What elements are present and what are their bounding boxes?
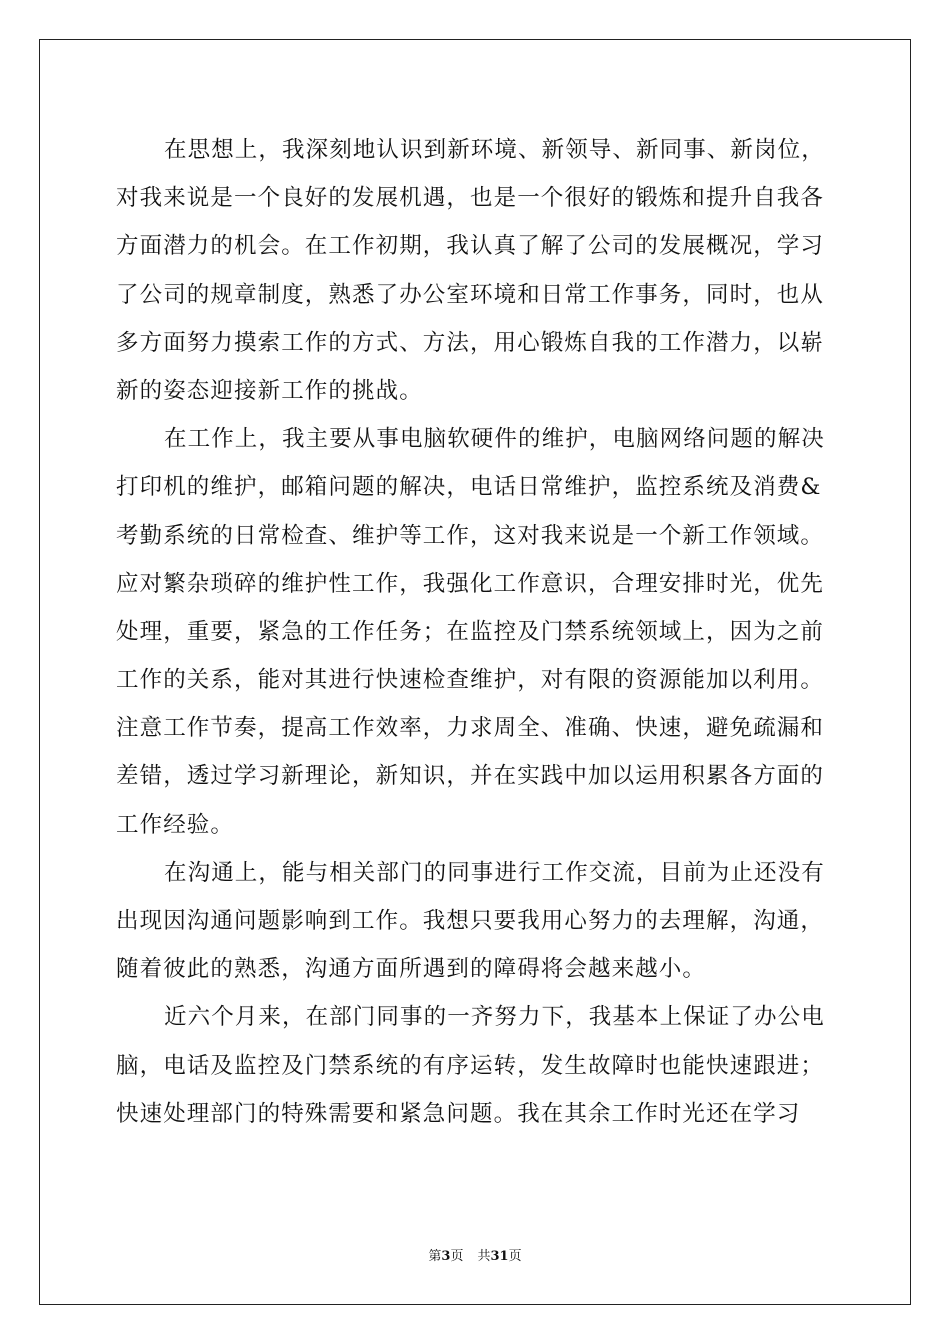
text-line: 在思想上，我深刻地认识到新环境、新领导、新同事、新岗位， (164, 137, 825, 163)
text-line: 应对繁杂琐碎的维护性工作，我强化工作意识，合理安排时光，优先 (116, 570, 825, 597)
text-line: 工作经验。 (116, 811, 235, 838)
text-line: 在沟通上，能与相关部门的同事进行工作交流，目前为止还没有 (164, 859, 825, 886)
page-number: 3 (441, 1249, 451, 1264)
text-line: 注意工作节奏，提高工作效率，力求周全、准确、快速，避免疏漏和 (116, 715, 825, 742)
text-line: 差错，透过学习新理论，新知识，并在实践中加以运用积累各方面的 (116, 763, 825, 790)
text-line: 了公司的规章制度，熟悉了办公室环境和日常工作事务，同时，也从 (116, 281, 825, 308)
text-line: 在工作上，我主要从事电脑软硬件的维护，电脑网络问题的解决 (164, 426, 825, 453)
text-line: 对我来说是一个良好的发展机遇，也是一个很好的锻炼和提升自我各 (116, 185, 825, 212)
text-line: 打印机的维护，邮箱问题的解决，电话日常维护，监控系统及消费& (116, 474, 822, 501)
text-line: 出现因沟通问题影响到工作。我想只要我用心努力的去理解，沟通， (116, 908, 825, 934)
text-line: 多方面努力摸索工作的方式、方法，用心锻炼自我的工作潜力，以崭 (116, 329, 825, 356)
total-prefix: 共 (477, 1249, 491, 1264)
page-footer (0, 1245, 950, 1264)
text-line: 新的姿态迎接新工作的挑战。 (116, 377, 423, 404)
page-suffix: 页 (450, 1249, 464, 1264)
text-line: 考勤系统的日常检查、维护等工作，这对我来说是一个新工作领域。 (116, 522, 825, 549)
text-line: 快速处理部门的特殊需要和紧急问题。我在其余工作时光还在学习 (116, 1100, 801, 1127)
text-line: 近六个月来，在部门同事的一齐努力下，我基本上保证了办公电 (164, 1004, 825, 1031)
text-line: 工作的关系，能对其进行快速检查维护，对有限的资源能加以利用。 (116, 667, 825, 694)
total-pages: 31 (490, 1249, 509, 1264)
total-suffix: 页 (508, 1249, 522, 1264)
text-line: 脑，电话及监控及门禁系统的有序运转，发生故障时也能快速跟进； (116, 1052, 825, 1079)
page-prefix: 第 (428, 1249, 442, 1264)
text-line: 处理，重要，紧急的工作任务；在监控及门禁系统领域上，因为之前 (116, 618, 825, 645)
document-body (116, 126, 834, 1138)
text-line: 随着彼此的熟悉，沟通方面所遇到的障碍将会越来越小。 (116, 956, 707, 983)
text-line: 方面潜力的机会。在工作初期，我认真了解了公司的发展概况，学习 (116, 233, 825, 260)
